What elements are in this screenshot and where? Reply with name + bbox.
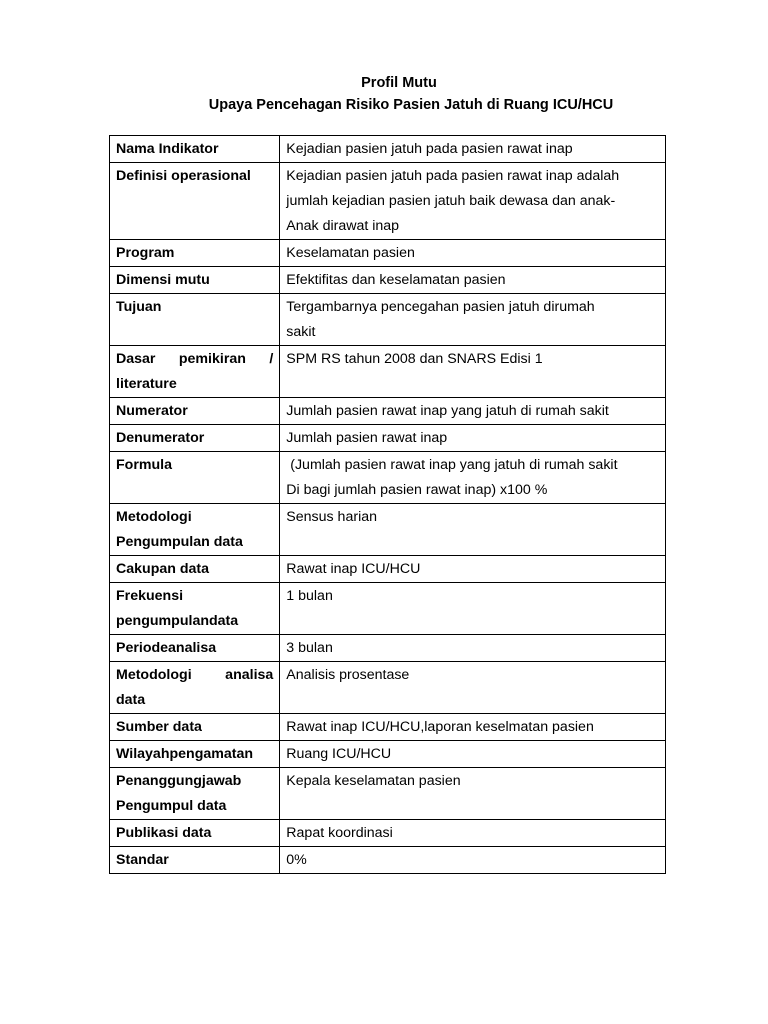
table-row xyxy=(110,163,666,240)
table-row xyxy=(110,768,666,820)
row-label: Periodeanalisa xyxy=(110,635,280,662)
row-value: Analisis prosentase xyxy=(280,662,666,714)
row-value: Rawat inap ICU/HCU xyxy=(280,556,666,583)
row-label: Dasar pemikiran / literature xyxy=(110,346,280,398)
table-row xyxy=(110,425,666,452)
document-subtitle: Upaya Pencehagan Risiko Pasien Jatuh di Ruang ICU/HCU xyxy=(208,97,614,113)
row-value: SPM RS tahun 2008 dan SNARS Edisi 1 xyxy=(280,346,666,398)
row-value: Jumlah pasien rawat inap yang jatuh di rumah sakit xyxy=(280,398,666,425)
row-value: Kejadian pasien jatuh pada pasien rawat inap adalah jumlah kejadian pasien jatuh baik dewasa dan anak- Anak dirawat inap xyxy=(280,163,666,240)
table-row xyxy=(110,741,666,768)
row-value: Kepala keselamatan pasien xyxy=(280,768,666,820)
row-label: Dimensi mutu xyxy=(110,267,280,294)
row-value: Efektifitas dan keselamatan pasien xyxy=(280,267,666,294)
row-label: Numerator xyxy=(110,398,280,425)
row-label: Standar xyxy=(110,847,280,874)
table-row xyxy=(110,294,666,346)
row-value: 1 bulan xyxy=(280,583,666,635)
table-row xyxy=(110,136,666,163)
row-value: Rapat koordinasi xyxy=(280,820,666,847)
row-label: Definisi operasional xyxy=(110,163,280,240)
table-row xyxy=(110,267,666,294)
row-label: Metodologi Pengumpulan data xyxy=(110,504,280,556)
table-row xyxy=(110,452,666,504)
row-label: Program xyxy=(110,240,280,267)
table-row xyxy=(110,504,666,556)
profile-table xyxy=(109,135,666,874)
table-row xyxy=(110,583,666,635)
table-row xyxy=(110,820,666,847)
row-label: Frekuensi pengumpulandata xyxy=(110,583,280,635)
table-row xyxy=(110,635,666,662)
row-label: Publikasi data xyxy=(110,820,280,847)
row-value: (Jumlah pasien rawat inap yang jatuh di rumah sakit Di bagi jumlah pasien rawat inap) x100 % xyxy=(280,452,666,504)
row-label: Wilayahpengamatan xyxy=(110,741,280,768)
table-row xyxy=(110,240,666,267)
row-value: Rawat inap ICU/HCU,laporan keselmatan pasien xyxy=(280,714,666,741)
row-label: Cakupan data xyxy=(110,556,280,583)
table-row xyxy=(110,398,666,425)
row-value: Sensus harian xyxy=(280,504,666,556)
table-row xyxy=(110,847,666,874)
row-value: Keselamatan pasien xyxy=(280,240,666,267)
table-row xyxy=(110,346,666,398)
table-row xyxy=(110,556,666,583)
row-value: Tergambarnya pencegahan pasien jatuh dirumah sakit xyxy=(280,294,666,346)
row-label: Formula xyxy=(110,452,280,504)
row-value: Ruang ICU/HCU xyxy=(280,741,666,768)
row-label: Tujuan xyxy=(110,294,280,346)
row-label: Sumber data xyxy=(110,714,280,741)
row-label: Nama Indikator xyxy=(110,136,280,163)
row-value: 3 bulan xyxy=(280,635,666,662)
row-label: Penanggungjawab Pengumpul data xyxy=(110,768,280,820)
row-value: 0% xyxy=(280,847,666,874)
row-value: Kejadian pasien jatuh pada pasien rawat inap xyxy=(280,136,666,163)
table-row xyxy=(110,662,666,714)
row-value: Jumlah pasien rawat inap xyxy=(280,425,666,452)
row-label: Metodologi analisa data xyxy=(110,662,280,714)
row-label: Denumerator xyxy=(110,425,280,452)
document-title: Profil Mutu xyxy=(361,75,437,91)
table-row xyxy=(110,714,666,741)
